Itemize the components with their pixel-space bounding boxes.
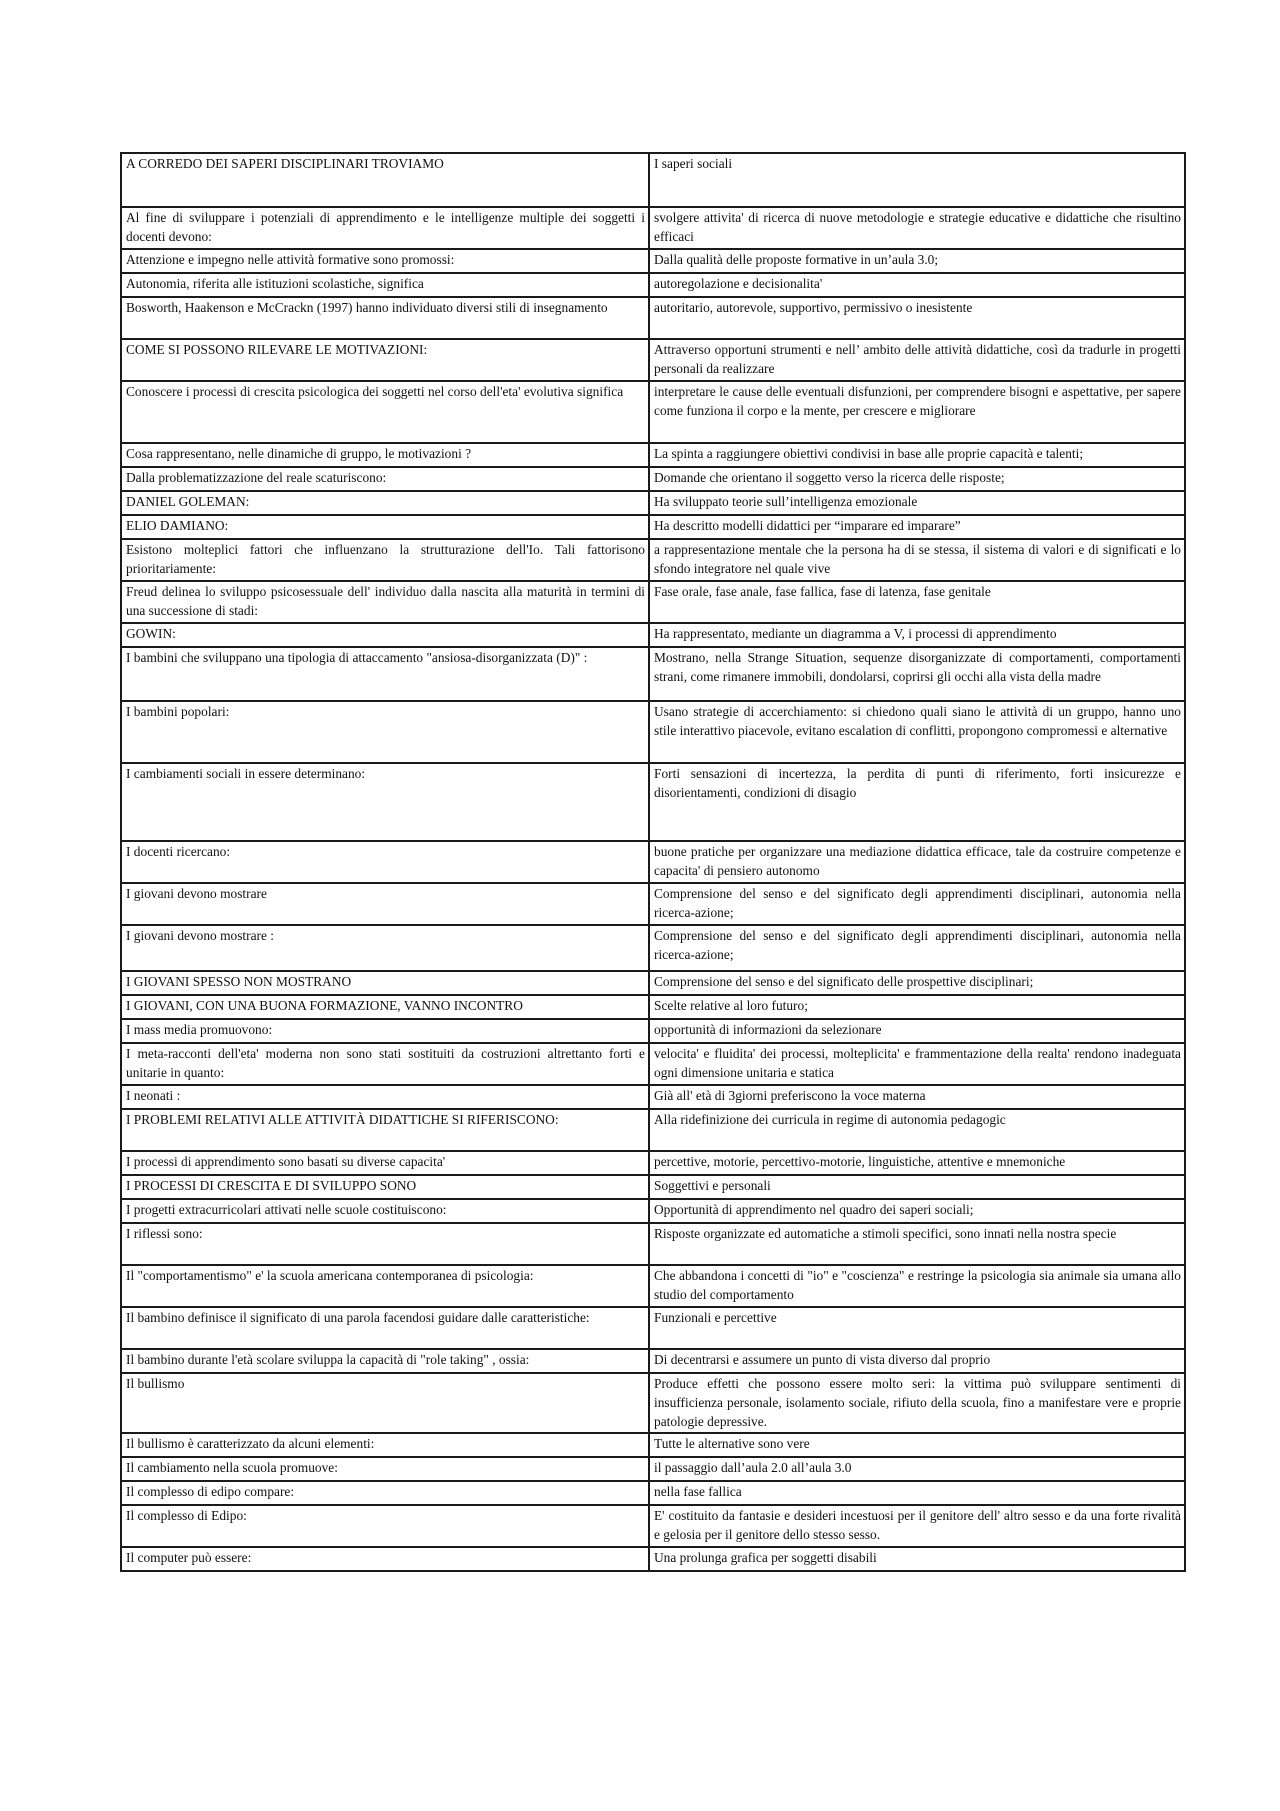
- table-row: [121, 539, 1185, 581]
- question-cell: Freud delinea lo sviluppo psicosessuale dell' individuo dalla nascita alla maturità in termini di una successione di stadi:: [121, 581, 649, 623]
- table-row: [121, 443, 1185, 467]
- answer-cell: Di decentrarsi e assumere un punto di vista diverso dal proprio: [649, 1349, 1185, 1373]
- table-row: [121, 1307, 1185, 1349]
- table-row: [121, 273, 1185, 297]
- answer-cell: buone pratiche per organizzare una mediazione didattica efficace, tale da costruire competenze e capacita' di pensiero autonomo: [649, 841, 1185, 883]
- question-cell: Conoscere i processi di crescita psicologica dei soggetti nel corso dell'eta' evolutiva significa: [121, 381, 649, 443]
- question-cell: Il bambino durante l'età scolare sviluppa la capacità di "role taking" , ossia:: [121, 1349, 649, 1373]
- table-row: [121, 1547, 1185, 1571]
- question-cell: I PROBLEMI RELATIVI ALLE ATTIVITÀ DIDATTICHE SI RIFERISCONO:: [121, 1109, 649, 1151]
- question-cell: I GIOVANI SPESSO NON MOSTRANO: [121, 971, 649, 995]
- answer-cell: Fase orale, fase anale, fase fallica, fase di latenza, fase genitale: [649, 581, 1185, 623]
- table-row: [121, 1043, 1185, 1085]
- question-cell: I giovani devono mostrare: [121, 883, 649, 925]
- answer-cell: Una prolunga grafica per soggetti disabili: [649, 1547, 1185, 1571]
- question-cell: Il computer può essere:: [121, 1547, 649, 1571]
- answer-cell: Dalla qualità delle proposte formative in un’aula 3.0;: [649, 249, 1185, 273]
- qa-table-body: [121, 153, 1185, 1571]
- table-row: [121, 1373, 1185, 1433]
- question-cell: I cambiamenti sociali in essere determinano:: [121, 763, 649, 841]
- answer-cell: Usano strategie di accerchiamento: si chiedono quali siano le attività di un gruppo, hanno uno stile interattivo piacevole, evitano escalation di conflitti, propongono compromessi e alternative: [649, 701, 1185, 763]
- question-cell: I bambini che sviluppano una tipologia di attaccamento "ansiosa-disorganizzata (D)" :: [121, 647, 649, 701]
- table-row: [121, 1265, 1185, 1307]
- table-row: [121, 491, 1185, 515]
- answer-cell: opportunità di informazioni da selezionare: [649, 1019, 1185, 1043]
- answer-cell: E' costituito da fantasie e desideri incestuosi per il genitore dell' altro sesso e da una forte rivalità e gelosia per il genitore dello stesso sesso.: [649, 1505, 1185, 1547]
- answer-cell: Domande che orientano il soggetto verso la ricerca delle risposte;: [649, 467, 1185, 491]
- table-row: [121, 971, 1185, 995]
- question-cell: I riflessi sono:: [121, 1223, 649, 1265]
- question-cell: I processi di apprendimento sono basati su diverse capacita': [121, 1151, 649, 1175]
- table-row: [121, 381, 1185, 443]
- answer-cell: Attraverso opportuni strumenti e nell’ ambito delle attività didattiche, così da tradurle in progetti personali da realizzare: [649, 339, 1185, 381]
- question-cell: I mass media promuovono:: [121, 1019, 649, 1043]
- question-cell: I bambini popolari:: [121, 701, 649, 763]
- question-cell: GOWIN:: [121, 623, 649, 647]
- question-cell: Il bullismo: [121, 1373, 649, 1433]
- table-row: [121, 623, 1185, 647]
- qa-table: [120, 152, 1186, 1572]
- question-cell: Attenzione e impegno nelle attività formative sono promossi:: [121, 249, 649, 273]
- table-row: [121, 1151, 1185, 1175]
- answer-cell: Ha descritto modelli didattici per “imparare ed imparare”: [649, 515, 1185, 539]
- answer-cell: percettive, motorie, percettivo-motorie, linguistiche, attentive e mnemoniche: [649, 1151, 1185, 1175]
- question-cell: ELIO DAMIANO:: [121, 515, 649, 539]
- answer-cell: Opportunità di apprendimento nel quadro dei saperi sociali;: [649, 1199, 1185, 1223]
- answer-cell: Produce effetti che possono essere molto seri: la vittima può sviluppare sentimenti di insufficienza personale, isolamento sociale, rifiuto della scuola, fino a manifestare vere e proprie patologie depressive.: [649, 1373, 1185, 1433]
- answer-cell: La spinta a raggiungere obiettivi condivisi in base alle proprie capacità e talenti;: [649, 443, 1185, 467]
- table-row: [121, 153, 1185, 207]
- question-cell: Esistono molteplici fattori che influenzano la strutturazione dell'Io. Tali fattorisono prioritariamente:: [121, 539, 649, 581]
- table-row: [121, 515, 1185, 539]
- answer-cell: interpretare le cause delle eventuali disfunzioni, per comprendere bisogni e aspettative, per sapere come funziona il corpo e la mente, per crescere e migliorare: [649, 381, 1185, 443]
- answer-cell: svolgere attivita' di ricerca di nuove metodologie e strategie educative e didattiche che risultino efficaci: [649, 207, 1185, 249]
- answer-cell: autoregolazione e decisionalita': [649, 273, 1185, 297]
- answer-cell: Comprensione del senso e del significato delle prospettive disciplinari;: [649, 971, 1185, 995]
- question-cell: I docenti ricercano:: [121, 841, 649, 883]
- table-row: [121, 925, 1185, 971]
- question-cell: Il complesso di Edipo:: [121, 1505, 649, 1547]
- answer-cell: Comprensione del senso e del significato degli apprendimenti disciplinari, autonomia nella ricerca-azione;: [649, 925, 1185, 971]
- answer-cell: Già all' età di 3giorni preferiscono la voce materna: [649, 1085, 1185, 1109]
- table-row: [121, 249, 1185, 273]
- question-cell: COME SI POSSONO RILEVARE LE MOTIVAZIONI:: [121, 339, 649, 381]
- question-cell: I meta-racconti dell'eta' moderna non sono stati sostituiti da costruzioni altrettanto forti e unitarie in quanto:: [121, 1043, 649, 1085]
- question-cell: I GIOVANI, CON UNA BUONA FORMAZIONE, VANNO INCONTRO: [121, 995, 649, 1019]
- table-row: [121, 1433, 1185, 1457]
- answer-cell: Risposte organizzate ed automatiche a stimoli specifici, sono innati nella nostra specie: [649, 1223, 1185, 1265]
- answer-cell: nella fase fallica: [649, 1481, 1185, 1505]
- answer-cell: Alla ridefinizione dei curricula in regime di autonomia pedagogic: [649, 1109, 1185, 1151]
- table-row: [121, 339, 1185, 381]
- answer-cell: Ha rappresentato, mediante un diagramma a V, i processi di apprendimento: [649, 623, 1185, 647]
- table-row: [121, 647, 1185, 701]
- table-row: [121, 995, 1185, 1019]
- table-row: [121, 883, 1185, 925]
- table-row: [121, 467, 1185, 491]
- question-cell: Il complesso di edipo compare:: [121, 1481, 649, 1505]
- table-row: [121, 1457, 1185, 1481]
- table-row: [121, 1019, 1185, 1043]
- answer-cell: I saperi sociali: [649, 153, 1185, 207]
- table-row: [121, 581, 1185, 623]
- answer-cell: Forti sensazioni di incertezza, la perdita di punti di riferimento, forti insicurezze e disorientamenti, condizioni di disagio: [649, 763, 1185, 841]
- table-row: [121, 763, 1185, 841]
- answer-cell: Comprensione del senso e del significato degli apprendimenti disciplinari, autonomia nella ricerca-azione;: [649, 883, 1185, 925]
- table-row: [121, 1085, 1185, 1109]
- answer-cell: Tutte le alternative sono vere: [649, 1433, 1185, 1457]
- answer-cell: autoritario, autorevole, supportivo, permissivo o inesistente: [649, 297, 1185, 339]
- answer-cell: Mostrano, nella Strange Situation, sequenze disorganizzate di comportamenti, comportamenti strani, come rimanere immobili, dondolarsi, coprirsi gli occhi alla vista della madre: [649, 647, 1185, 701]
- answer-cell: il passaggio dall’aula 2.0 all’aula 3.0: [649, 1457, 1185, 1481]
- table-row: [121, 1481, 1185, 1505]
- question-cell: I PROCESSI DI CRESCITA E DI SVILUPPO SONO: [121, 1175, 649, 1199]
- table-row: [121, 297, 1185, 339]
- question-cell: Bosworth, Haakenson e McCrackn (1997) hanno individuato diversi stili di insegnamento: [121, 297, 649, 339]
- answer-cell: Funzionali e percettive: [649, 1307, 1185, 1349]
- question-cell: Il "comportamentismo" e' la scuola americana contemporanea di psicologia:: [121, 1265, 649, 1307]
- question-cell: I giovani devono mostrare :: [121, 925, 649, 971]
- question-cell: Il cambiamento nella scuola promuove:: [121, 1457, 649, 1481]
- question-cell: Cosa rappresentano, nelle dinamiche di gruppo, le motivazioni ?: [121, 443, 649, 467]
- question-cell: Autonomia, riferita alle istituzioni scolastiche, significa: [121, 273, 649, 297]
- table-row: [121, 1109, 1185, 1151]
- table-row: [121, 1505, 1185, 1547]
- answer-cell: a rappresentazione mentale che la persona ha di se stessa, il sistema di valori e di significati e lo sfondo integratore nel quale vive: [649, 539, 1185, 581]
- question-cell: Il bambino definisce il significato di una parola facendosi guidare dalle caratteristiche:: [121, 1307, 649, 1349]
- answer-cell: Soggettivi e personali: [649, 1175, 1185, 1199]
- table-row: [121, 1175, 1185, 1199]
- table-row: [121, 207, 1185, 249]
- table-row: [121, 701, 1185, 763]
- answer-cell: Ha sviluppato teorie sull’intelligenza emozionale: [649, 491, 1185, 515]
- question-cell: I neonati :: [121, 1085, 649, 1109]
- question-cell: Al fine di sviluppare i potenziali di apprendimento e le intelligenze multiple dei soggetti i docenti devono:: [121, 207, 649, 249]
- question-cell: Il bullismo è caratterizzato da alcuni elementi:: [121, 1433, 649, 1457]
- question-cell: DANIEL GOLEMAN:: [121, 491, 649, 515]
- table-row: [121, 1349, 1185, 1373]
- table-row: [121, 841, 1185, 883]
- answer-cell: velocita' e fluidita' dei processi, molteplicita' e frammentazione della realta' rendono inadeguata ogni dimensione unitaria e statica: [649, 1043, 1185, 1085]
- table-row: [121, 1223, 1185, 1265]
- table-row: [121, 1199, 1185, 1223]
- answer-cell: Che abbandona i concetti di "io" e "coscienza" e restringe la psicologia sia animale sia umana allo studio del comportamento: [649, 1265, 1185, 1307]
- answer-cell: Scelte relative al loro futuro;: [649, 995, 1185, 1019]
- question-cell: A CORREDO DEI SAPERI DISCIPLINARI TROVIAMO: [121, 153, 649, 207]
- question-cell: I progetti extracurricolari attivati nelle scuole costituiscono:: [121, 1199, 649, 1223]
- question-cell: Dalla problematizzazione del reale scaturiscono:: [121, 467, 649, 491]
